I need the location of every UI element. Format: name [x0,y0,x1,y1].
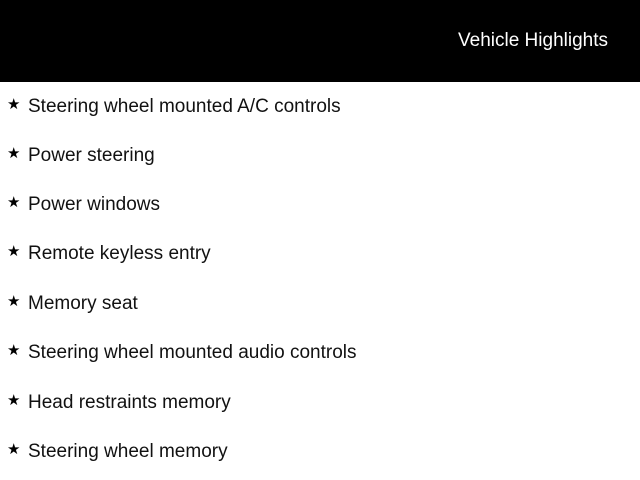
star-icon: ★ [7,95,21,113]
header-bar [0,0,640,82]
highlight-label: Power steering [28,145,155,166]
list-item [0,427,640,476]
list-item [0,378,640,427]
star-icon: ★ [7,144,21,162]
highlight-label: Steering wheel mounted audio controls [28,342,357,363]
list-item [0,328,640,377]
list-item [0,229,640,278]
page-title: Vehicle Highlights [458,30,608,51]
star-icon: ★ [7,391,21,409]
list-item [0,131,640,180]
star-icon: ★ [7,242,21,260]
highlight-label: Memory seat [28,293,138,314]
highlight-label: Head restraints memory [28,392,231,413]
highlight-label: Remote keyless entry [28,243,211,264]
list-item [0,82,640,131]
highlight-label: Steering wheel memory [28,441,228,462]
highlight-label: Steering wheel mounted A/C controls [28,96,341,117]
list-item [0,180,640,229]
list-item [0,279,640,328]
star-icon: ★ [7,440,21,458]
highlight-label: Power windows [28,194,160,215]
star-icon: ★ [7,292,21,310]
star-icon: ★ [7,193,21,211]
star-icon: ★ [7,341,21,359]
